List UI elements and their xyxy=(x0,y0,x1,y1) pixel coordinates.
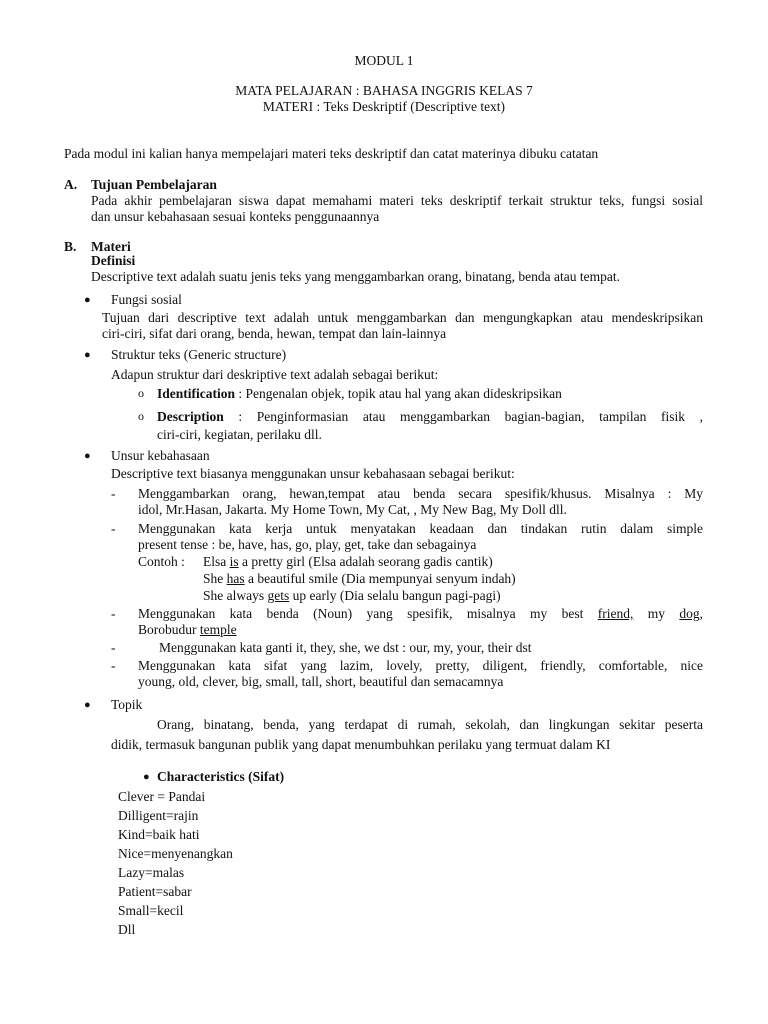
characteristics-title: Characteristics (Sifat) xyxy=(157,769,285,784)
item-3-end: , xyxy=(699,606,703,621)
characteristic-item: Patient=sabar xyxy=(118,884,192,899)
section-b-marker: B. xyxy=(64,239,77,254)
item-3-mid: my xyxy=(633,606,680,621)
example-2-verb: has xyxy=(226,571,245,586)
description-item xyxy=(157,408,703,425)
section-a-marker: A. xyxy=(64,177,78,192)
description-label: Description xyxy=(157,409,224,424)
struktur-intro: Adapun struktur dari deskriptive text adalah sebagai berikut: xyxy=(111,367,439,382)
unsur-item-3-line-1 xyxy=(138,605,703,622)
item-3-pre: Menggunakan kata benda (Noun) yang spesifik, misalnya my best xyxy=(138,606,598,621)
characteristic-item: Dilligent=rajin xyxy=(118,808,199,823)
struktur-title: Struktur teks (Generic structure) xyxy=(111,347,287,362)
unsur-item-2-line-1: Menggunakan kata kerja untuk menyatakan keadaan dan tindakan rutin dalam simple xyxy=(138,521,703,536)
description-text: : Penginformasian atau menggambarkan bagian-bagian, tampilan fisik , xyxy=(223,409,703,424)
topik-title: Topik xyxy=(111,697,143,712)
example-1 xyxy=(203,553,493,570)
example-1-verb: is xyxy=(229,554,239,569)
dash-marker: - xyxy=(111,658,116,673)
item-3-temple: temple xyxy=(199,622,237,637)
item-3-dog: dog xyxy=(679,606,700,621)
fungsi-line-2: ciri-ciri, sifat dari orang, benda, hewan, tempat dan lain-lainnya xyxy=(102,326,447,341)
example-3 xyxy=(203,587,501,604)
section-b-title: Materi xyxy=(91,239,131,254)
definition-text: Descriptive text adalah suatu jenis teks yang menggambarkan orang, binatang, benda atau tempat. xyxy=(91,269,620,284)
item-3-line-2-pre: Borobudur xyxy=(138,622,200,637)
description-line-2: ciri-ciri, kegiatan, perilaku dll. xyxy=(157,427,322,442)
identification-item xyxy=(157,385,562,402)
characteristic-item: Kind=baik hati xyxy=(118,827,200,842)
sub-bullet-icon: o xyxy=(138,409,144,423)
example-2-pre: She xyxy=(203,571,227,586)
characteristic-item: Dll xyxy=(118,922,136,937)
characteristic-item: Nice=menyenangkan xyxy=(118,846,233,861)
definition-heading: Definisi xyxy=(91,253,136,268)
unsur-intro: Descriptive text biasanya menggunakan unsur kebahasaan sebagai berikut: xyxy=(111,466,515,481)
item-3-friend: friend, xyxy=(597,606,634,621)
identification-text: : Pengenalan objek, topik atau hal yang akan dideskripsikan xyxy=(235,386,562,401)
section-a-title: Tujuan Pembelajaran xyxy=(91,177,217,192)
fungsi-title: Fungsi sosial xyxy=(111,292,182,307)
contoh-label: Contoh : xyxy=(138,554,185,569)
bullet-icon: ● xyxy=(84,294,91,306)
example-3-post: up early (Dia selalu bangun pagi-pagi) xyxy=(289,588,501,603)
unsur-item-1-line-1: Menggambarkan orang, hewan,tempat atau benda secara spesifik/khusus. Misalnya : My xyxy=(138,486,703,501)
identification-label: Identification xyxy=(157,386,236,401)
unsur-item-1-line-2: idol, Mr.Hasan, Jakarta. My Home Town, My Cat, , My New Bag, My Doll dll. xyxy=(138,502,567,517)
unsur-item-5-line-2: young, old, clever, big, small, tall, short, beautiful dan semacamnya xyxy=(138,674,504,689)
characteristic-item: Clever = Pandai xyxy=(118,789,206,804)
topik-line-1: Orang, binatang, benda, yang terdapat di rumah, sekolah, dan lingkungan sekitar peserta xyxy=(157,717,703,732)
dash-marker: - xyxy=(111,606,116,621)
unsur-item-3-line-2 xyxy=(138,621,237,638)
dash-marker: - xyxy=(111,640,116,655)
dash-marker: - xyxy=(111,486,116,501)
bullet-icon: ● xyxy=(84,450,91,462)
section-a-line-1: Pada akhir pembelajaran siswa dapat memahami materi teks deskriptif terkait struktur teks, fungsi sosial xyxy=(91,193,703,208)
sub-bullet-icon: o xyxy=(138,386,144,400)
example-1-pre: Elsa xyxy=(203,554,230,569)
subject-line: MATA PELAJARAN : BAHASA INGGRIS KELAS 7 xyxy=(235,83,533,98)
bullet-icon: ● xyxy=(84,699,91,711)
unsur-item-2-line-2: present tense : be, have, has, go, play, get, take dan sebagainya xyxy=(138,537,477,552)
example-3-pre: She always xyxy=(203,588,268,603)
example-2-post: a beautiful smile (Dia mempunyai senyum indah) xyxy=(244,571,516,586)
example-2 xyxy=(203,570,516,587)
fungsi-line-1: Tujuan dari descriptive text adalah untuk menggambarkan dan mengungkapkan atau mendeskripsikan xyxy=(102,310,703,325)
module-title: MODUL 1 xyxy=(354,53,414,68)
example-3-verb: gets xyxy=(267,588,290,603)
section-a-line-2: dan unsur kebahasaan sesuai konteks penggunaannya xyxy=(91,209,380,224)
dash-marker: - xyxy=(111,521,116,536)
bullet-icon: ● xyxy=(143,771,150,783)
unsur-item-4: Menggunakan kata ganti it, they, she, we dst : our, my, your, their dst xyxy=(159,640,532,655)
unsur-title: Unsur kebahasaan xyxy=(111,448,210,463)
bullet-icon: ● xyxy=(84,349,91,361)
characteristic-item: Lazy=malas xyxy=(118,865,185,880)
topik-line-2: didik, termasuk bangunan publik yang dapat menumbuhkan perilaku yang termuat dalam KI xyxy=(111,737,611,752)
characteristic-item: Small=kecil xyxy=(118,903,184,918)
topic-line: MATERI : Teks Deskriptif (Descriptive text) xyxy=(262,99,506,114)
example-1-post: a pretty girl (Elsa adalah seorang gadis cantik) xyxy=(238,554,493,569)
unsur-item-5-line-1: Menggunakan kata sifat yang lazim, lovely, pretty, diligent, friendly, comfortable, nice xyxy=(138,658,703,673)
intro-text: Pada modul ini kalian hanya mempelajari materi teks deskriptif dan catat materinya dibuku catatan xyxy=(64,146,599,161)
